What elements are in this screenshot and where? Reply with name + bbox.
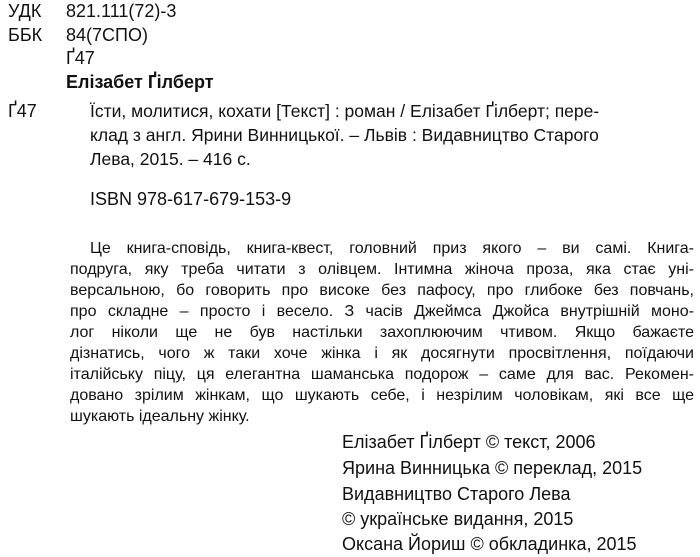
annotation-line: шукають ідеальну жінку.: [70, 408, 250, 425]
annotation-line: версальною, бо говорить про високе без пафосу, про глибоке без повчань,: [70, 282, 694, 299]
annotation-line: подруга, яку треба читати з олівцем. Інтимна жіноча проза, яка стає уні-: [70, 261, 694, 278]
copyright-line: Елізабет Ґілберт © текст, 2006: [342, 432, 596, 452]
annotation-line: довано зрілим жінкам, що шукають себе, і незрілим чоловікам, які все ще: [70, 387, 694, 404]
annotation-line: Це книга-сповідь, книга-квест, головний приз якого – ви самі. Книга-: [90, 240, 694, 257]
isbn: ISBN 978-617-679-153-9: [90, 189, 292, 209]
annotation-line: лог ніколи ще не був настільки захоплюючим чтивом. Якщо бажаєте: [70, 324, 694, 341]
copyright-line: Ярина Винницька © переклад, 2015: [342, 458, 643, 478]
udk-label: УДК: [8, 1, 42, 21]
copyright-line: © українське видання, 2015: [342, 509, 574, 529]
annotation-line: про складне – просто і весело. З часів Джеймса Джойса внутрішній моно-: [70, 303, 694, 320]
udk-value: 821.111(72)-3: [66, 1, 177, 21]
bibliographic-line-2: клад з англ. Ярини Винницької. – Львів : Видавництво Старого: [90, 125, 599, 145]
author-sign-margin: Ґ47: [8, 101, 37, 121]
author-heading: Елізабет Ґілберт: [66, 72, 214, 92]
annotation-line: дізнатись, чого ж таки хоче жінка і як досягнути просвітлення, поїдаючи: [70, 345, 694, 362]
copyright-line: Видавництво Старого Лева: [342, 484, 571, 504]
bibliographic-line-3: Лева, 2015. – 416 с.: [90, 149, 251, 169]
author-sign-top: Ґ47: [66, 48, 95, 68]
copyright-line: Оксана Йориш © обкладинка, 2015: [342, 534, 637, 554]
annotation-line: італійську піцу, ця елегантна шаманська подорож – саме для вас. Рекомен-: [70, 366, 694, 383]
bbk-value: 84(7СПО): [66, 25, 148, 45]
bibliographic-line-1: Їсти, молитися, кохати [Текст] : роман / Елізабет Ґілберт; пере-: [90, 101, 600, 121]
bbk-label: ББК: [8, 25, 43, 45]
